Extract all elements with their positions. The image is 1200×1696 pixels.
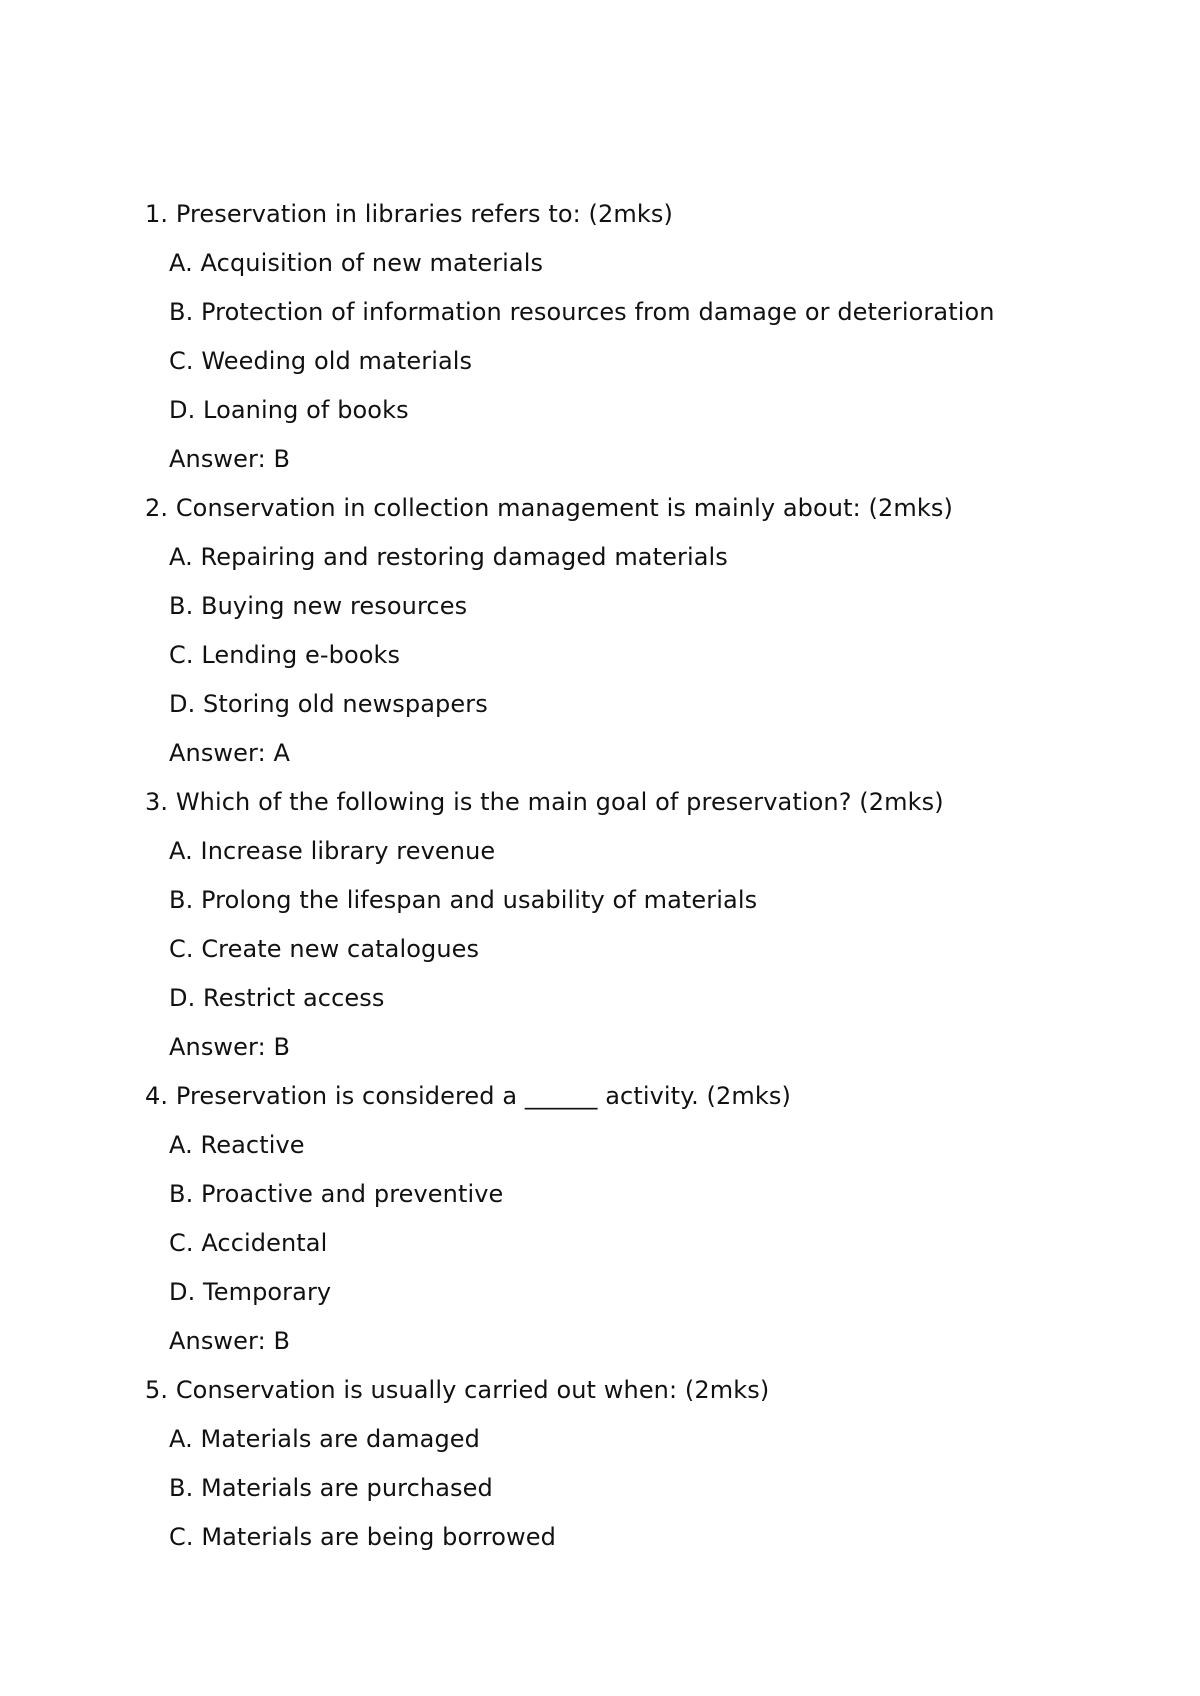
question-1-answer: Answer: B	[169, 445, 291, 473]
question-3-answer: Answer: B	[169, 1033, 291, 1061]
question-5-stem: 5. Conservation is usually carried out when: (2mks)	[145, 1376, 770, 1404]
question-5-option-b: B. Materials are purchased	[169, 1474, 493, 1502]
question-5-option-a: A. Materials are damaged	[169, 1425, 480, 1453]
question-2-stem: 2. Conservation in collection management is mainly about: (2mks)	[145, 494, 953, 522]
question-2-option-b: B. Buying new resources	[169, 592, 468, 620]
question-list	[145, 190, 1145, 1562]
question-1-option-a: A. Acquisition of new materials	[169, 249, 544, 277]
question-3-option-c: C. Create new catalogues	[169, 935, 480, 963]
question-2-option-a: A. Repairing and restoring damaged materials	[169, 543, 728, 571]
question-4-answer: Answer: B	[169, 1327, 291, 1355]
question-2-option-d: D. Storing old newspapers	[169, 690, 488, 718]
question-3-stem: 3. Which of the following is the main goal of preservation? (2mks)	[145, 788, 944, 816]
question-2-answer: Answer: A	[169, 739, 291, 767]
question-4-stem: 4. Preservation is considered a ______ activity. (2mks)	[145, 1082, 791, 1110]
question-1-option-c: C. Weeding old materials	[169, 347, 473, 375]
question-3-option-b: B. Prolong the lifespan and usability of materials	[169, 886, 758, 914]
question-1-option-d: D. Loaning of books	[169, 396, 409, 424]
question-5-option-c: C. Materials are being borrowed	[169, 1523, 556, 1551]
question-3-option-d: D. Restrict access	[169, 984, 385, 1012]
question-1-option-b: B. Protection of information resources from damage or deterioration	[169, 298, 995, 326]
question-1-stem: 1. Preservation in libraries refers to: (2mks)	[145, 200, 673, 228]
question-3-option-a: A. Increase library revenue	[169, 837, 496, 865]
question-2-option-c: C. Lending e-books	[169, 641, 401, 669]
question-4-option-b: B. Proactive and preventive	[169, 1180, 504, 1208]
question-4-option-d: D. Temporary	[169, 1278, 332, 1306]
question-4-option-a: A. Reactive	[169, 1131, 305, 1159]
question-4-option-c: C. Accidental	[169, 1229, 328, 1257]
